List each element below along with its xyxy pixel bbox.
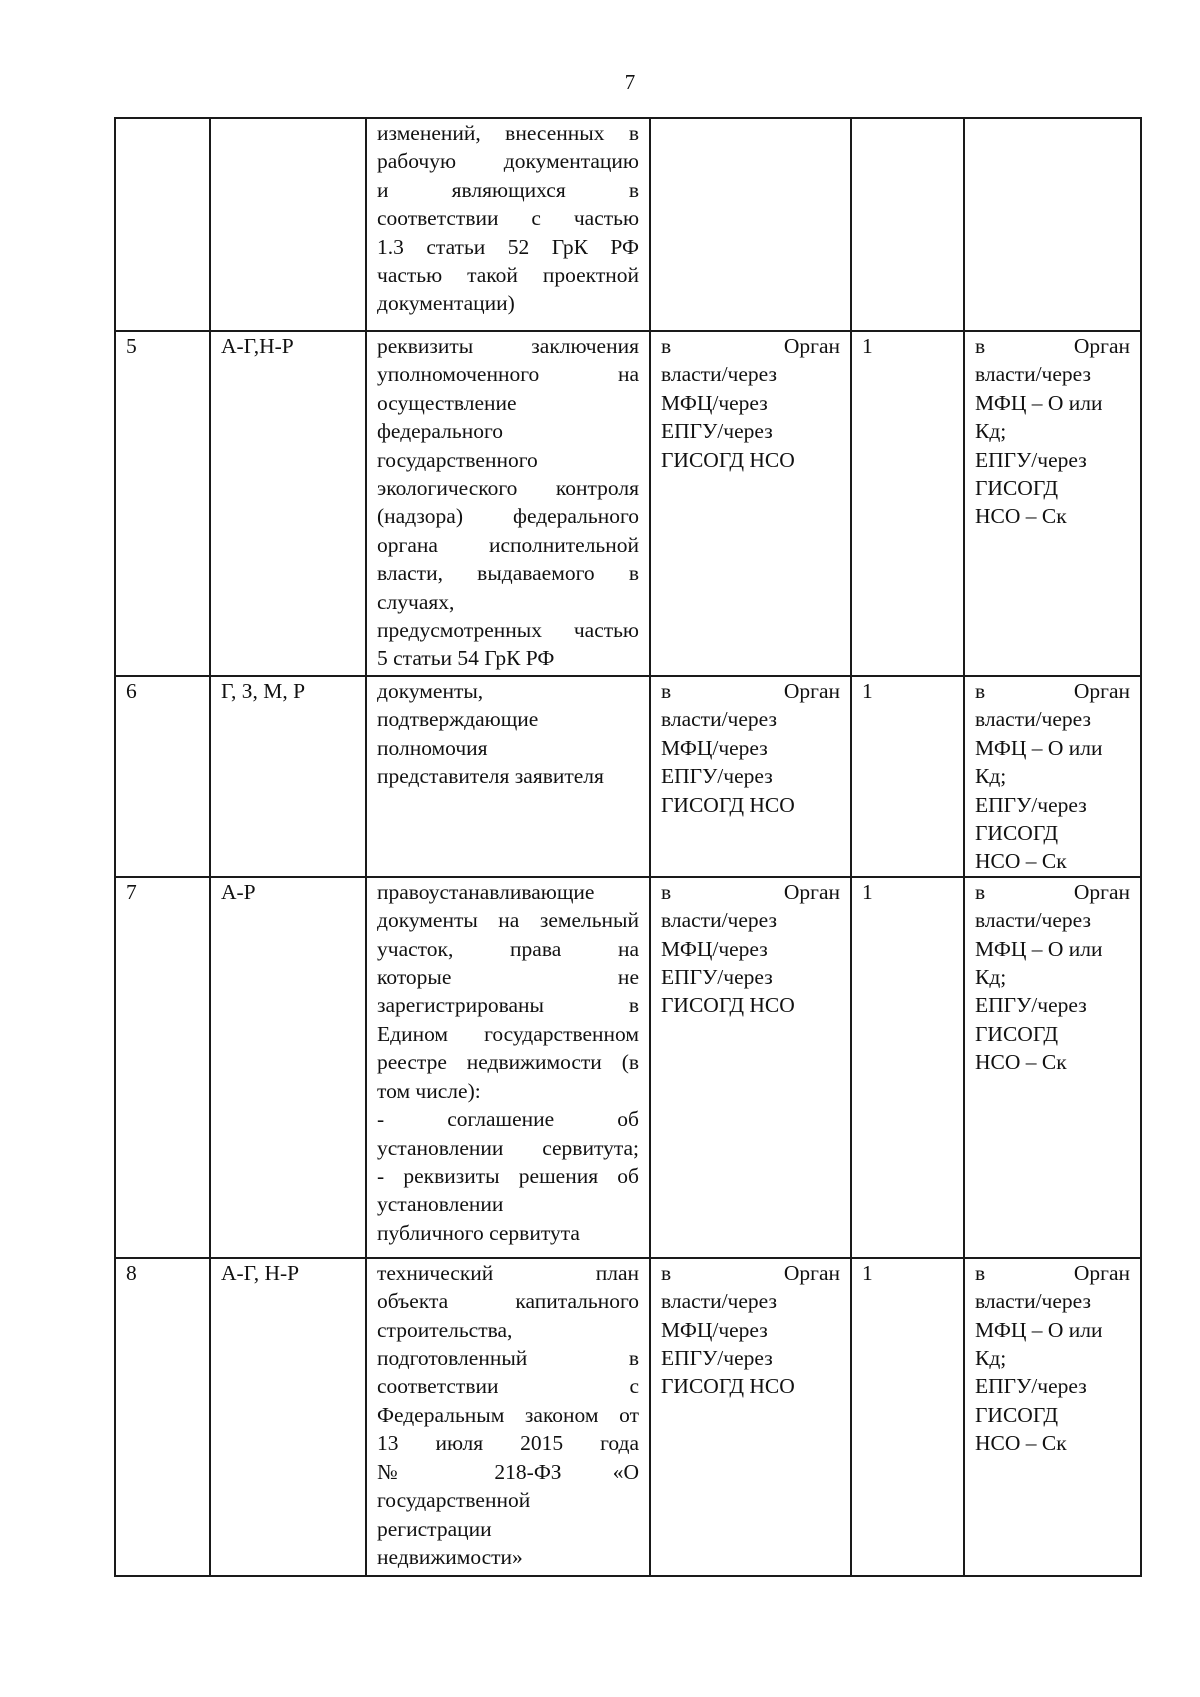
text-line: ЕПГУ/через [975, 993, 1087, 1018]
text-line: - соглашение об [377, 1107, 639, 1132]
table-row [115, 1258, 1141, 1576]
result-method-cell [964, 118, 1141, 331]
text-line: 5 статьи 54 ГрК РФ [377, 646, 555, 671]
text-line: ГИСОГД [975, 821, 1059, 846]
text-line: МФЦ – О или [975, 390, 1103, 415]
document-description-cell [366, 118, 650, 331]
text-line: ГИСОГД НСО [661, 1374, 795, 1399]
text-line: (надзора) федерального [377, 504, 639, 529]
result-method-cell [964, 676, 1141, 877]
text-line: 13 июля 2015 года [377, 1431, 639, 1456]
text-line: в Орган [975, 679, 1130, 703]
text-line: - реквизиты решения об [377, 1163, 639, 1188]
table-row [115, 331, 1141, 676]
text-line: НСО – Ск [975, 504, 1067, 529]
text-line: изменений, внесенных в [377, 121, 639, 145]
text-line: технический план [377, 1260, 639, 1285]
text-line: ЕПГУ/через [975, 447, 1087, 472]
text-line: осуществление [377, 390, 517, 415]
document-description-cell [366, 877, 650, 1258]
text-line: власти/через [661, 908, 777, 933]
text-line: ЕПГУ/через [661, 965, 773, 990]
text-line: власти/через [661, 362, 777, 387]
text-line: МФЦ – О или [975, 1317, 1103, 1342]
text-line: 1.3 статьи 52 ГрК РФ [377, 234, 639, 259]
applicant-code-cell: А-Г, Н-Р [210, 1258, 366, 1576]
text-line: и являющихся в [377, 177, 639, 202]
text-line: власти/через [975, 908, 1091, 933]
result-method-cell [964, 1258, 1141, 1576]
text-line: участок, права на [377, 936, 639, 961]
text-line: которые не [377, 965, 639, 990]
documents-table [114, 117, 1142, 1577]
text-line: органа исполнительной [377, 532, 639, 557]
text-line: правоустанавливающие [377, 879, 595, 904]
text-line: ЕПГУ/через [661, 764, 773, 789]
text-line: НСО – Ск [975, 849, 1067, 874]
submission-method-cell [650, 877, 851, 1258]
text-line: власти/через [975, 362, 1091, 387]
copies-count-cell: 1 [851, 877, 964, 1258]
applicant-code-cell: Г, З, М, Р [210, 676, 366, 877]
text-line: ГИСОГД НСО [661, 447, 795, 472]
text-line: Едином государственном [377, 1021, 639, 1046]
document-description-cell [366, 1258, 650, 1576]
text-line: в Орган [661, 334, 840, 358]
text-line: ЕПГУ/через [661, 419, 773, 444]
text-line: документы, [377, 679, 484, 703]
text-line: подтверждающие [377, 707, 539, 732]
text-line: в Орган [661, 679, 840, 703]
applicant-code-cell: А-Г,Н-Р [210, 331, 366, 676]
text-line: регистрации [377, 1516, 492, 1541]
applicant-code-cell [210, 118, 366, 331]
text-line: недвижимости» [377, 1544, 523, 1569]
text-line: власти/через [661, 1289, 777, 1314]
text-line: в Орган [975, 1260, 1130, 1285]
text-line: в Орган [661, 1260, 840, 1285]
text-line: Кд; [975, 764, 1007, 789]
text-line: ЕПГУ/через [975, 792, 1087, 817]
text-line: власти/через [975, 1289, 1091, 1314]
page-number: 7 [624, 70, 636, 94]
text-line: НСО – Ск [975, 1431, 1067, 1456]
text-line: НСО – Ск [975, 1050, 1067, 1075]
text-line: ЕПГУ/через [661, 1346, 773, 1371]
text-line: документации) [377, 291, 515, 316]
text-line: рабочую документацию [377, 149, 639, 174]
copies-count-cell: 1 [851, 676, 964, 877]
text-line: Кд; [975, 1346, 1007, 1371]
text-line: представителя заявителя [377, 764, 604, 789]
text-line: ГИСОГД [975, 476, 1059, 501]
text-line: МФЦ – О или [975, 936, 1103, 961]
table-body [115, 118, 1141, 1576]
text-line: частью такой проектной [377, 263, 639, 288]
row-number-cell: 6 [115, 676, 210, 877]
applicant-code-cell: А-Р [210, 877, 366, 1258]
text-line: ЕПГУ/через [975, 1374, 1087, 1399]
text-line: в Орган [975, 879, 1130, 904]
text-line: ГИСОГД [975, 1021, 1059, 1046]
text-line: установлении сервитута; [377, 1135, 639, 1160]
text-line: соответствии с частью [377, 206, 639, 231]
text-line: уполномоченного на [377, 362, 639, 387]
text-line: МФЦ/через [661, 936, 768, 961]
text-line: публичного сервитута [377, 1220, 580, 1245]
copies-count-cell [851, 118, 964, 331]
text-line: в Орган [661, 879, 840, 904]
text-line: Кд; [975, 419, 1007, 444]
submission-method-cell [650, 331, 851, 676]
text-line: МФЦ/через [661, 1317, 768, 1342]
text-line: МФЦ/через [661, 390, 768, 415]
text-line: том числе): [377, 1078, 481, 1103]
document-description-cell [366, 676, 650, 877]
text-line: ГИСОГД [975, 1402, 1059, 1427]
row-number-cell [115, 118, 210, 331]
submission-method-cell [650, 1258, 851, 1576]
text-line: соответствии с [377, 1374, 639, 1399]
text-line: № 218-ФЗ «О [377, 1459, 639, 1484]
text-line: МФЦ/через [661, 735, 768, 760]
text-line: случаях, [377, 589, 455, 614]
table-row [115, 676, 1141, 877]
table-row [115, 877, 1141, 1258]
text-line: Федеральным законом от [377, 1402, 639, 1427]
text-line: в Орган [975, 334, 1130, 358]
table-row [115, 118, 1141, 331]
text-line: предусмотренных частью [377, 618, 639, 643]
submission-method-cell [650, 118, 851, 331]
copies-count-cell: 1 [851, 331, 964, 676]
text-line: строительства, [377, 1317, 513, 1342]
row-number-cell: 8 [115, 1258, 210, 1576]
row-number-cell: 7 [115, 877, 210, 1258]
result-method-cell [964, 877, 1141, 1258]
document-description-cell [366, 331, 650, 676]
text-line: федерального [377, 419, 503, 444]
text-line: власти, выдаваемого в [377, 561, 639, 586]
text-line: реестре недвижимости (в [377, 1050, 639, 1075]
text-line: ГИСОГД НСО [661, 993, 795, 1018]
text-line: ГИСОГД НСО [661, 792, 795, 817]
text-line: подготовленный в [377, 1346, 639, 1371]
text-line: экологического контроля [377, 476, 639, 501]
text-line: власти/через [661, 707, 777, 732]
text-line: государственного [377, 447, 538, 472]
text-line: документы на земельный [377, 908, 639, 933]
text-line: установлении [377, 1192, 504, 1217]
text-line: Кд; [975, 965, 1007, 990]
copies-count-cell: 1 [851, 1258, 964, 1576]
submission-method-cell [650, 676, 851, 877]
text-line: полномочия [377, 735, 488, 760]
text-line: государственной [377, 1488, 531, 1513]
text-line: реквизиты заключения [377, 334, 639, 358]
text-line: зарегистрированы в [377, 993, 639, 1018]
text-line: объекта капитального [377, 1289, 639, 1314]
row-number-cell: 5 [115, 331, 210, 676]
text-line: власти/через [975, 707, 1091, 732]
text-line: МФЦ – О или [975, 735, 1103, 760]
result-method-cell [964, 331, 1141, 676]
